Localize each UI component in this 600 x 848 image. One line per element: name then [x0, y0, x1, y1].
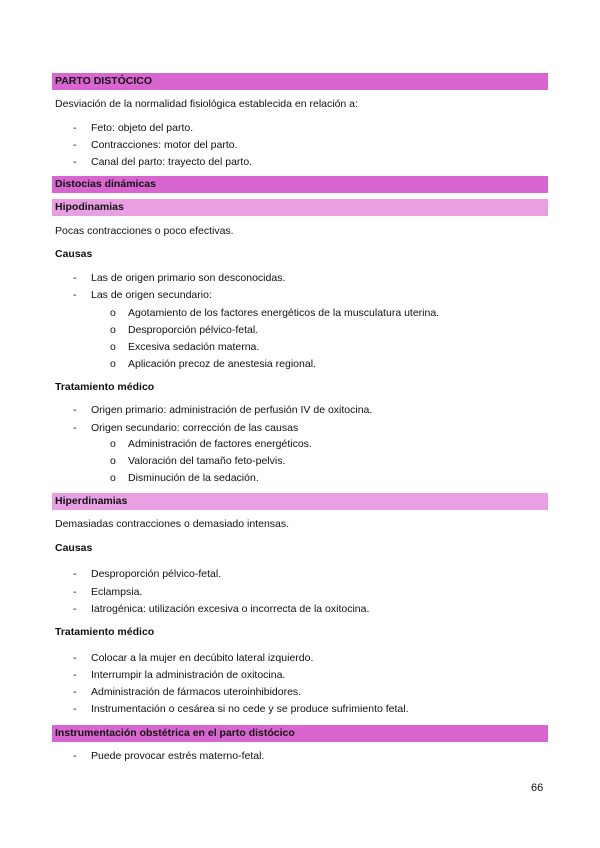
- list-item: Colocar a la mujer en decúbito lateral izquierdo.: [91, 652, 314, 664]
- sub-list-item: Valoración del tamaño feto-pelvis.: [128, 455, 286, 467]
- list-item: Contracciones: motor del parto.: [91, 139, 238, 151]
- causas-heading: Causas: [55, 542, 93, 554]
- list-dash: -: [73, 669, 77, 681]
- list-dash: -: [73, 156, 77, 168]
- intro-paragraph: Demasiadas contracciones o demasiado intensas.: [55, 518, 290, 530]
- sub-list-item: Agotamiento de los factores energéticos de la musculatura uterina.: [128, 307, 440, 319]
- sub-list-item: Desproporción pélvico-fetal.: [128, 324, 259, 336]
- list-dash: -: [73, 750, 77, 762]
- list-dash: -: [73, 422, 77, 434]
- intro-paragraph: Desviación de la normalidad fisiológica establecida en relación a:: [55, 98, 358, 110]
- page-number: 66: [531, 782, 544, 794]
- list-item: Iatrogénica: utilización excesiva o incorrecta de la oxitocina.: [91, 603, 370, 615]
- list-item: Puede provocar estrés materno-fetal.: [91, 750, 265, 762]
- sub-list-item: Excesiva sedación materna.: [128, 341, 260, 353]
- list-bullet: o: [110, 307, 116, 319]
- intro-paragraph: Pocas contracciones o poco efectivas.: [55, 225, 234, 237]
- list-dash: -: [73, 139, 77, 151]
- list-item: Las de origen primario son desconocidas.: [91, 272, 286, 284]
- subsection-header-hiperdinamias: Hiperdinamias: [52, 493, 548, 510]
- list-bullet: o: [110, 455, 116, 467]
- section-header-parto-distocico: PARTO DISTÓCICO: [52, 73, 548, 90]
- list-dash: -: [73, 652, 77, 664]
- list-item: Origen primario: administración de perfusión IV de oxitocina.: [91, 404, 373, 416]
- list-dash: -: [73, 122, 77, 134]
- sub-list-item: Aplicación precoz de anestesia regional.: [128, 358, 316, 370]
- list-item: Eclampsia.: [91, 586, 143, 598]
- tratamiento-heading: Tratamiento médico: [55, 381, 155, 393]
- list-item: Canal del parto: trayecto del parto.: [91, 156, 253, 168]
- causas-heading: Causas: [55, 248, 93, 260]
- sub-list-item: Administración de factores energéticos.: [128, 438, 312, 450]
- list-bullet: o: [110, 472, 116, 484]
- section-header-instrumentacion: Instrumentación obstétrica en el parto distócico: [52, 725, 548, 742]
- list-item: Feto: objeto del parto.: [91, 122, 194, 134]
- list-item: Instrumentación o cesárea si no cede y se produce sufrimiento fetal.: [91, 703, 409, 715]
- list-dash: -: [73, 272, 77, 284]
- list-bullet: o: [110, 324, 116, 336]
- section-header-distocias-dinamicas: Distocias dinámicas: [52, 176, 548, 193]
- list-dash: -: [73, 586, 77, 598]
- list-dash: -: [73, 603, 77, 615]
- list-item: Desproporción pélvico-fetal.: [91, 568, 222, 580]
- subsection-header-hipodinamias: Hipodinamias: [52, 199, 548, 216]
- sub-list-item: Disminución de la sedación.: [128, 472, 259, 484]
- list-bullet: o: [110, 438, 116, 450]
- list-item: Interrumpir la administración de oxitocina.: [91, 669, 286, 681]
- list-item: Las de origen secundario:: [91, 289, 212, 301]
- list-bullet: o: [110, 358, 116, 370]
- list-item: Origen secundario: corrección de las causas: [91, 422, 299, 434]
- list-dash: -: [73, 703, 77, 715]
- list-item: Administración de fármacos uteroinhibidores.: [91, 686, 302, 698]
- tratamiento-heading: Tratamiento médico: [55, 626, 155, 638]
- list-dash: -: [73, 289, 77, 301]
- list-dash: -: [73, 568, 77, 580]
- list-dash: -: [73, 686, 77, 698]
- list-bullet: o: [110, 341, 116, 353]
- list-dash: -: [73, 404, 77, 416]
